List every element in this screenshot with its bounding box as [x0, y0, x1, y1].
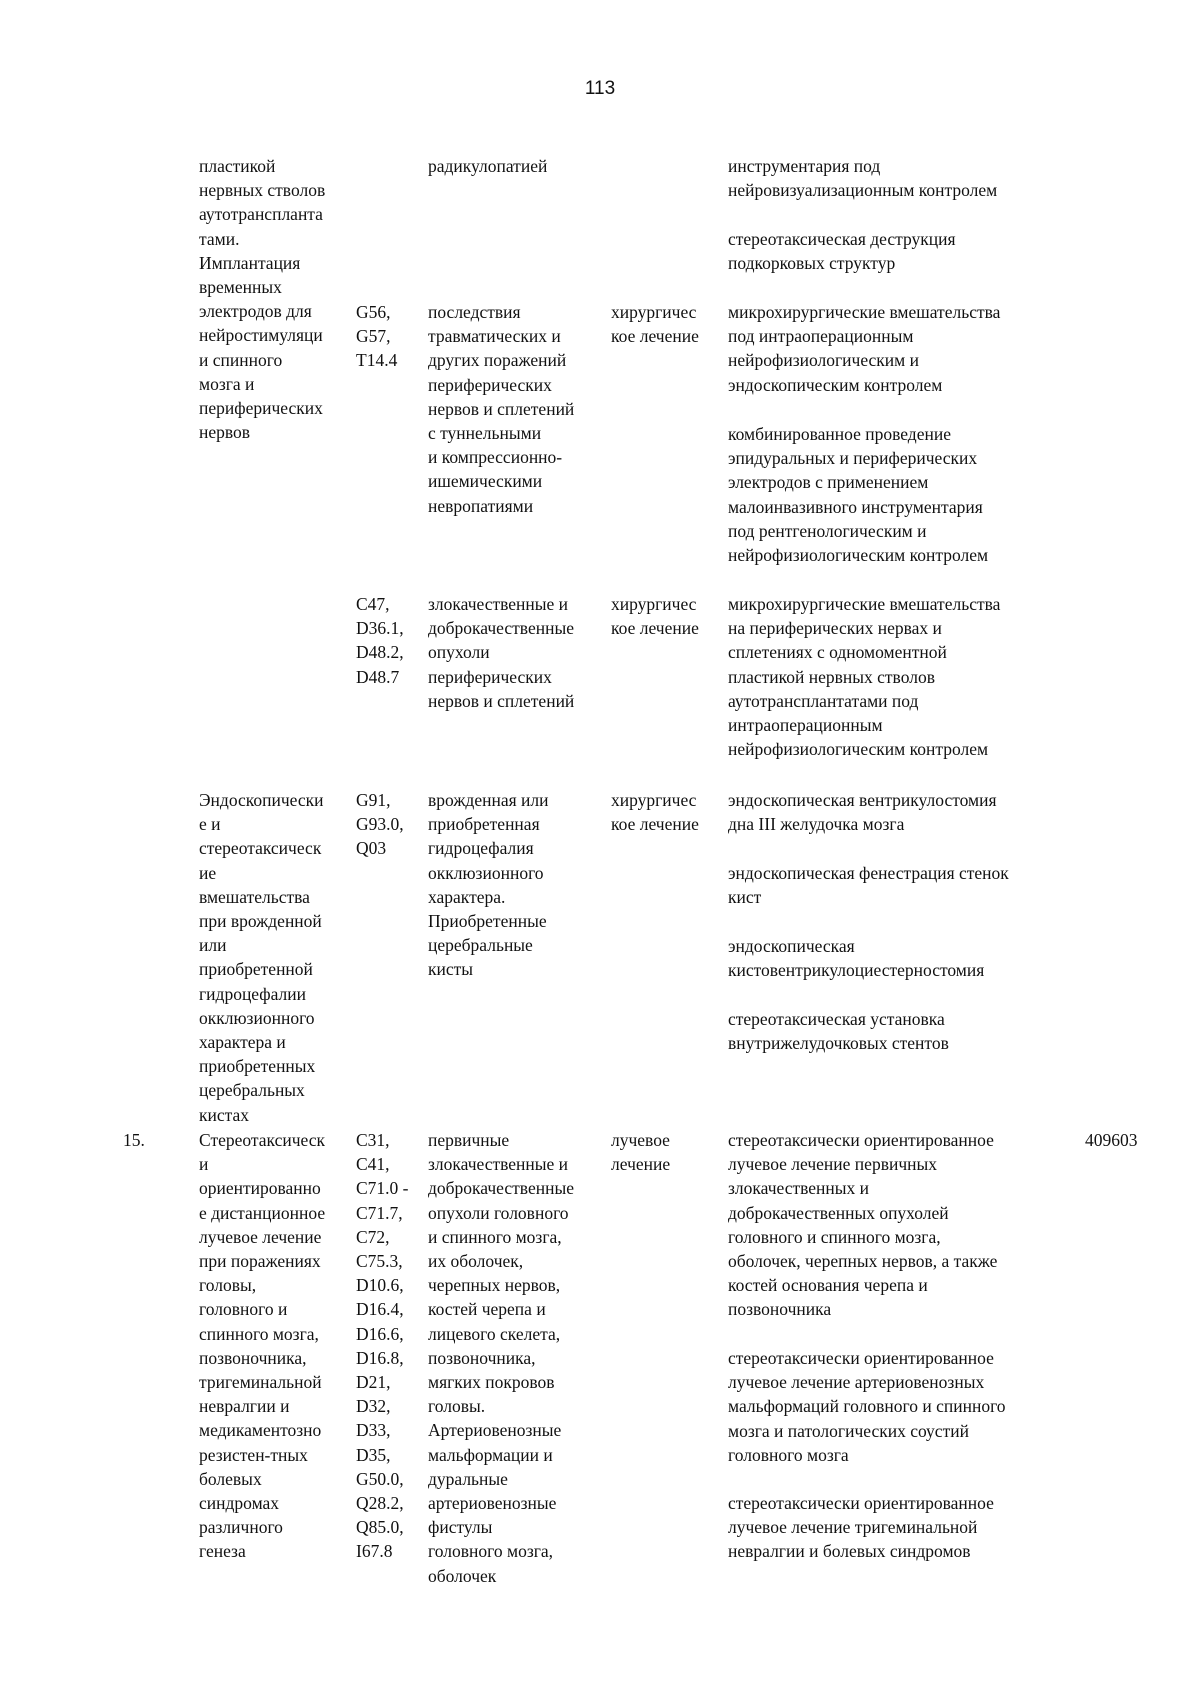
treatment-method: эндоскопическая фенестрация стенок кист	[728, 863, 1009, 908]
intervention-name: пластикой нервных стволов аутотранспланта тами. Имплантация временных электродов для нейростимуляци и спинного мозга и периферических нервов	[199, 156, 326, 443]
diagnosis-text: последствия травматических и других поражений периферических нервов и сплетений с туннельными и компрессионно- ишемическими невропатиями	[428, 302, 575, 516]
treatment-method: микрохирургические вмешательства на периферических нервах и сплетениях с одномоментной пластикой нервных стволов аутотрансплантатами под интраоперационным нейрофизиологическим контролем	[728, 594, 1001, 760]
treatment-method: стереотаксически ориентированное лучевое лечение тригеминальной невралгии и болевых синдромов	[728, 1493, 994, 1562]
treatment-method: инструментария под нейровизуализационным контролем	[728, 156, 998, 201]
row-number: 15.	[123, 1130, 145, 1150]
icd-codes: C31, C41, C71.0 - C71.7, C72, C75.3, D10.6, D16.4, D16.6, D16.8, D21, D32, D33, D35, G50.0, Q28.2, Q85.0, I67.8	[356, 1130, 409, 1562]
icd-codes: G91, G93.0, Q03	[356, 790, 404, 859]
diagnosis-text: первичные злокачественные и доброкачественные опухоли головного и спинного мозга, их оболочек, черепных нервов, костей черепа и лицевого скелета, позвоночника, мягких покровов головы. Артериовенозные мальформации и дуральные артериовенозные фистулы головного мозга, оболочек	[428, 1130, 574, 1586]
treatment-method: стереотаксическая установка внутрижелудочковых стентов	[728, 1009, 949, 1054]
diagnosis-text: врожденная или приобретенная гидроцефалия окклюзионного характера. Приобретенные церебральные кисты	[428, 790, 549, 980]
intervention-name: Эндоскопически е и стереотаксическ ие вмешательства при врожденной или приобретенной гидроцефалии окклюзионного характера и приобретенных церебральных кистах	[199, 790, 324, 1125]
diagnosis-text: злокачественные и доброкачественные опухоли периферических нервов и сплетений	[428, 594, 575, 711]
treatment-method: стереотаксически ориентированное лучевое лечение артериовенозных мальформаций головного и спинного мозга и патологических соустий головного мозга	[728, 1348, 1006, 1465]
treatment-method: эндоскопическая кистовентрикулоциестерностомия	[728, 936, 985, 981]
icd-codes: C47, D36.1, D48.2, D48.7	[356, 594, 404, 687]
intervention-name: Стереотаксическ и ориентированно е дистанционное лучевое лечение при поражениях головы, головного и спинного мозга, позвоночника, тригеминальной невралгии и медикаментозно резистен-тных болевых синдромах различного генеза	[199, 1130, 326, 1562]
treatment-method: комбинированное проведение эпидуральных и периферических электродов с применением малоинвазивного инструментария под рентгенологическим и нейрофизиологическим контролем	[728, 424, 989, 566]
page-number: 113	[584, 78, 616, 99]
icd-codes: G56, G57, T14.4	[356, 302, 398, 371]
treatment-type: лучевое лечение	[611, 1130, 671, 1175]
treatment-method: эндоскопическая вентрикулостомия дна III желудочка мозга	[728, 790, 997, 835]
treatment-type: хирургичес кое лечение	[611, 302, 699, 347]
treatment-method: стереотаксическая деструкция подкорковых структур	[728, 229, 956, 274]
treatment-type: хирургичес кое лечение	[611, 594, 699, 639]
treatment-method: микрохирургические вмешательства под интраоперационным нейрофизиологическим и эндоскопическим контролем	[728, 302, 1001, 395]
financial-norm: 409603	[1085, 1130, 1138, 1150]
treatment-type: хирургичес кое лечение	[611, 790, 699, 835]
diagnosis-text: радикулопатией	[428, 156, 548, 176]
treatment-method: стереотаксически ориентированное лучевое лечение первичных злокачественных и доброкачественных опухолей головного и спинного мозга, оболочек, черепных нервов, а также костей основания черепа и позвоночника	[728, 1130, 998, 1320]
